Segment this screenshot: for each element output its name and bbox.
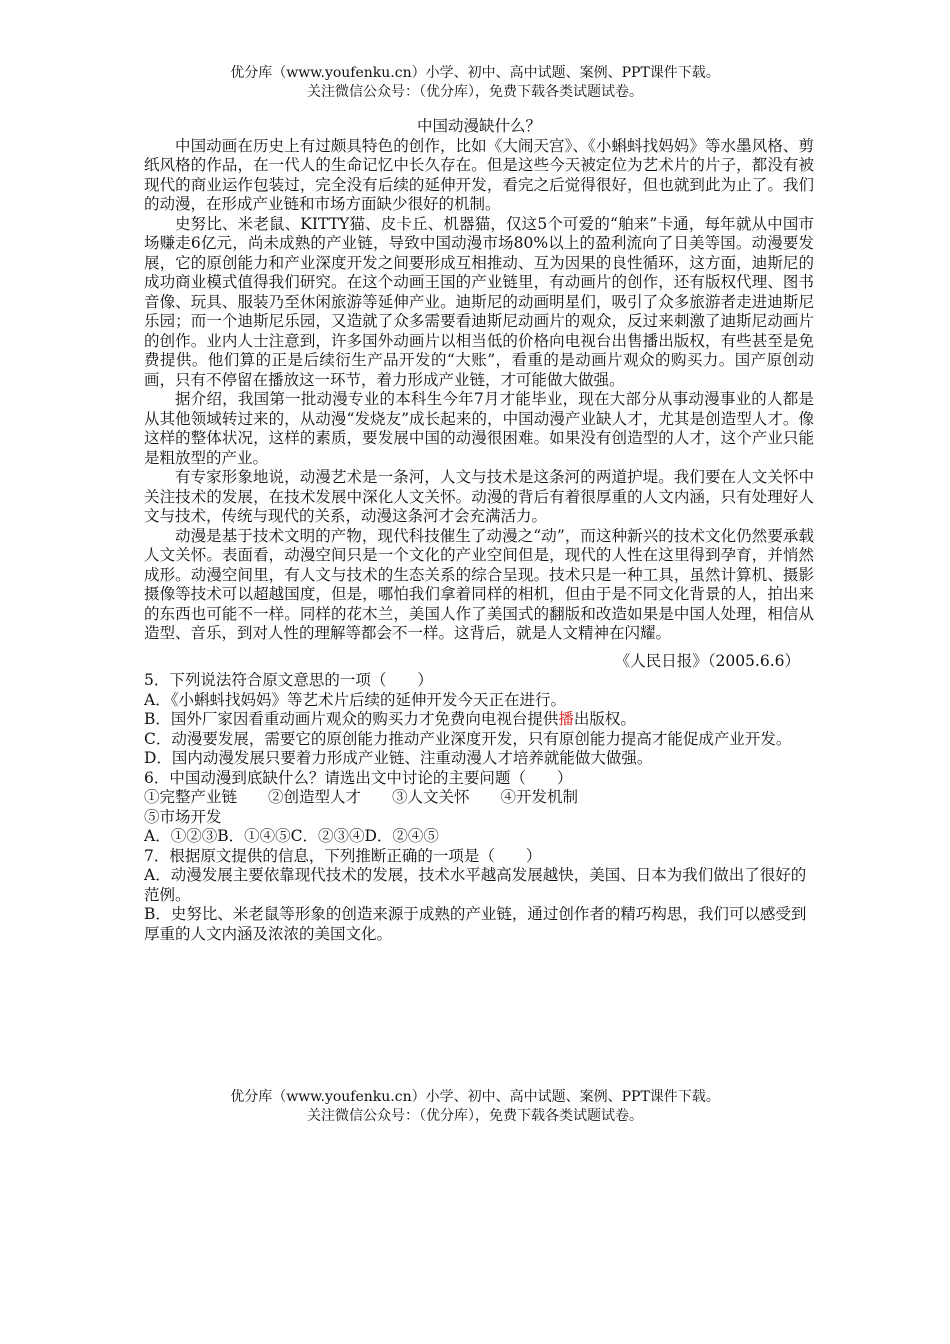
footer-line-2: 关注微信公众号：（优分库），免费下载各类试题试卷。 [307,1108,643,1124]
question-6-items: ①完整产业链 ②创造型人才 ③人文关怀 ④开发机制 [144,788,579,806]
paragraph-2: 史努比、米老鼠、KITTY猫、皮卡丘、机器猫，仅这5个可爱的“舶来”卡通，每年就从中国市场赚走6亿元，尚未成熟的产业链，导致中国动漫市场80%以上的盈利流向了日美等国。动漫要发展，它的原创能力和产业深度开发之间要形成互相推动、互为因果的良性循环，这方面，迪斯尼的成功商业模式值得我们研究。在这个动画王国的产业链里，有动画片的创作，还有版权代理、图书音像、玩具、服装乃至休闲旅游等延伸产业。迪斯尼的动画明星们，吸引了众多旅游者走进迪斯尼乐园；而一个迪斯尼乐园，又造就了众多需要看迪斯尼动画片的观众，反过来刺激了迪斯尼动画片的创作。业内人士注意到，许多国外动画片以相当低的价格向电视台出售播出版权，有些甚至是免费提供。他们算的正是后续衍生产品开发的“大账”，看重的是动画片观众的购买力。国产原创动画，只有不停留在播放这一环节，着力形成产业链，才可能做大做强。 [144,214,814,389]
question-5-option-a: A．《小蝌蚪找妈妈》等艺术片后续的延伸开发今天正在进行。 [144,690,566,709]
header-line-1: 优分库（www.youfenku.cn）小学、初中、高中试题、案例、PPT课件下载。 [230,65,720,81]
question-7: 7．根据原文提供的信息，下列推断正确的一项是（ ） [144,846,542,865]
paragraph-4: 有专家形象地说，动漫艺术是一条河，人文与技术是这条河的两道护堤。我们要在人文关怀中关注技术的发展，在技术发展中深化人文关怀。动漫的背后有着很厚重的人文内涵，只有处理好人文与技术，传统与现代的关系，动漫这条河才会充满活力。 [144,468,814,525]
question-5-option-d: D．国内动漫发展只要着力形成产业链、注重动漫人才培养就能做大做强。 [144,749,653,767]
highlighted-character: 播 [558,710,574,728]
article-source: 《人民日报》（2005.6.6） [614,651,800,670]
document-body [144,117,814,944]
paragraph-3: 据介绍，我国第一批动漫专业的本科生今年7月才能毕业，现在大部分从事动漫事业的人都是从其他领域转过来的，从动漫“发烧友”成长起来的，中国动漫产业缺人才，尤其是创造型人才。像这样的整体状况，这样的素质，要发展中国的动漫很困难。如果没有创造型的人才，这个产业只能是粗放型的产业。 [144,390,814,467]
footer-banner [0,1088,950,1126]
question-7-option-b: B．史努比、米老鼠等形象的创造来源于成熟的产业链，通过创作者的精巧构思，我们可以感受到厚重的人文内涵及浓浓的美国文化。 [144,905,807,943]
article-title: 中国动漫缺什么？ [416,117,541,135]
header-banner [0,64,950,102]
question-6-item-5: ⑤市场开发 [144,807,222,826]
question-6-options: A．①②③B．①④⑤C．②③④D．②④⑤ [144,827,439,845]
paragraph-5: 动漫是基于技术文明的产物，现代科技催生了动漫之“动”，而这种新兴的技术文化仍然要承载人文关怀。表面看，动漫空间只是一个文化的产业空间但是，现代的人性在这里得到孕育，并悄然成形。动漫空间里，有人文与技术的生态关系的综合呈现。技术只是一种工具，虽然计算机、摄影摄像等技术可以超越国度，但是，哪怕我们拿着同样的相机，但由于是不同文化背景的人，拍出来的东西也可能不一样。同样的花木兰，美国人作了美国式的翻版和改造如果是中国人处理，相信从造型、音乐，到对人性的理解等都会不一样。这背后，就是人文精神在闪耀。 [144,526,814,642]
paragraph-1: 中国动画在历史上有过颇具特色的创作，比如《大闹天宫》、《小蝌蚪找妈妈》等水墨风格、剪纸风格的作品，在一代人的生命记忆中长久存在。但是这些今天被定位为艺术片的片子，都没有被现代的商业运作包装过，完全没有后续的延伸开发，看完之后觉得很好，但也就到此为止了。我们的动漫，在形成产业链和市场方面缺少很好的机制。 [144,136,814,213]
option-b-text-start: B．国外厂家因看重动画片观众的购买力才免费向电视台提供 [144,710,559,728]
question-7-option-a: A．动漫发展主要依靠现代技术的发展，技术水平越高发展越快，美国、日本为我们做出了很好的范例。 [144,866,807,904]
question-5-option-b [144,710,814,730]
header-line-2: 关注微信公众号：（优分库），免费下载各类试题试卷。 [307,84,643,100]
question-5: 5．下列说法符合原文意思的一项（ ） [144,671,433,689]
question-5-option-c: C．动漫要发展，需要它的原创能力推动产业深度开发，只有原创能力提高才能促成产业开发。 [144,729,792,748]
option-b-text-end: 出版权。 [573,710,636,728]
footer-line-1: 优分库（www.youfenku.cn）小学、初中、高中试题、案例、PPT课件下载。 [230,1089,720,1105]
question-6: 6．中国动漫到底缺什么？请选出文中讨论的主要问题（ ） [144,768,573,787]
